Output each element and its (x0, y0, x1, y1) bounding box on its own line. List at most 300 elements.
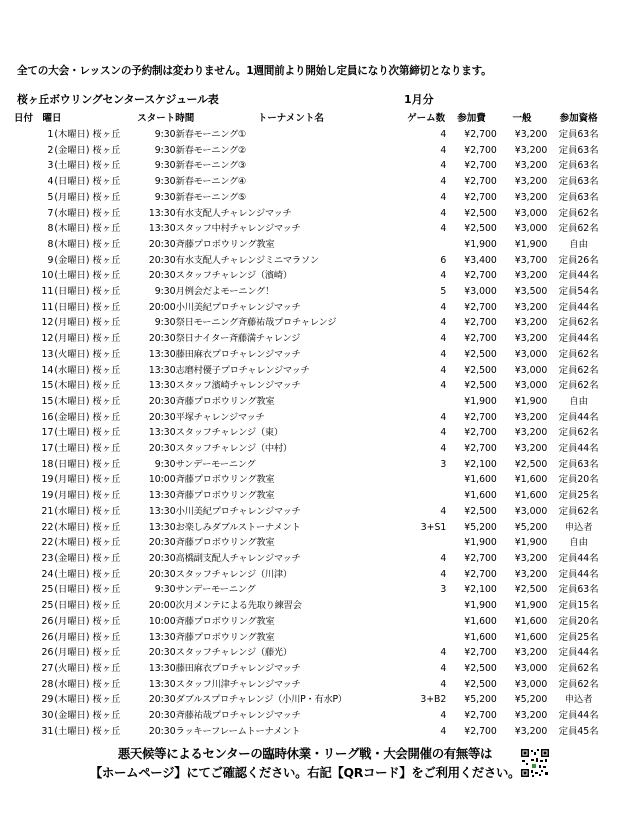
row-location: 桜ヶ丘 (92, 521, 121, 533)
row-games: 3 (440, 458, 447, 470)
row-start-time: 13:30 (148, 207, 176, 219)
row-games: 4 (440, 678, 447, 690)
table-row (14, 472, 610, 488)
row-fee: ¥2,700 (464, 552, 497, 564)
row-fee: ¥2,500 (464, 223, 497, 235)
row-weekday-text: (金曜日) (54, 144, 90, 156)
row-day: 18 (41, 458, 54, 470)
footer-line-1: 悪天候等によるセンターの臨時休業・リーグ戦・大会開催の有無等は (117, 746, 493, 761)
row-general-fee: ¥3,000 (514, 678, 548, 690)
row-location: 桜ヶ丘 (92, 129, 121, 140)
row-tournament-name: 新春モーニング⑤ (175, 191, 247, 203)
row-tournament-name: 藤田麻衣プロチャレンジマッチ (175, 662, 301, 674)
row-games: 6 (440, 254, 447, 266)
row-general-fee: ¥3,200 (514, 176, 548, 188)
row-games (406, 237, 446, 253)
table-row (14, 504, 610, 520)
table-row (14, 253, 610, 269)
row-start-time: 9:30 (154, 160, 176, 172)
row-start-time: 20:00 (148, 600, 176, 612)
row-location: 桜ヶ丘 (92, 552, 121, 564)
row-qualification: 定員44名 (558, 647, 599, 659)
row-day: 26 (41, 631, 54, 643)
row-location: 桜ヶ丘 (92, 270, 121, 282)
row-tournament-name: お楽しみダブルストーナメント (175, 521, 301, 533)
row-location: 桜ヶ丘 (92, 584, 121, 596)
row-day: 11 (41, 301, 54, 313)
row-weekday-text: (土曜日) (54, 270, 90, 282)
row-fee: ¥2,700 (464, 160, 497, 172)
row-day: 31 (41, 725, 54, 737)
row-general-fee: ¥3,200 (514, 411, 548, 423)
row-fee: ¥2,700 (464, 317, 497, 329)
row-tournament-name: 志磨村優子プロチャレンジマッチ (175, 364, 310, 376)
row-general-fee: ¥1,900 (514, 395, 548, 407)
row-start-time: 10:00 (148, 615, 176, 627)
row-day: 23 (41, 552, 54, 564)
row-location: 桜ヶ丘 (92, 443, 121, 455)
row-start-time: 9:30 (154, 584, 176, 596)
row-start-time: 20:30 (148, 568, 176, 580)
row-day: 1 (47, 129, 54, 140)
row-start-time: 20:30 (148, 710, 176, 722)
table-row (14, 692, 610, 708)
row-qualification: 定員44名 (558, 301, 599, 313)
row-location: 桜ヶ丘 (92, 348, 121, 360)
row-general-fee: ¥3,200 (514, 333, 548, 345)
row-weekday-text: (金曜日) (54, 254, 90, 266)
row-day: 12 (41, 317, 54, 329)
row-start-time: 9:30 (154, 129, 176, 140)
row-tournament-name: 斉藤プロボウリング教室 (175, 537, 275, 549)
row-fee: ¥2,500 (464, 207, 497, 219)
row-qualification: 定員63名 (558, 458, 599, 470)
row-qualification: 定員20名 (558, 474, 599, 486)
row-location: 桜ヶ丘 (92, 537, 121, 549)
table-row (14, 425, 610, 441)
row-location: 桜ヶ丘 (92, 144, 121, 156)
row-qualification: 自由 (569, 537, 588, 549)
row-qualification: 定員62名 (558, 505, 599, 517)
row-general-fee: ¥3,000 (514, 348, 548, 360)
schedule-header-row (14, 111, 610, 127)
row-fee: ¥2,700 (464, 710, 497, 722)
row-weekday (54, 394, 137, 410)
table-row (14, 378, 610, 394)
row-qualification: 定員62名 (558, 662, 599, 674)
row-tournament-name: 斉藤祐哉プロチャレンジマッチ (175, 710, 301, 722)
row-tournament-name: 平塚チャレンジマッチ (175, 411, 265, 423)
row-day: 12 (41, 333, 54, 345)
row-start-time: 20:30 (148, 238, 176, 250)
row-general-fee: ¥1,600 (514, 615, 548, 627)
row-general-fee: ¥3,200 (514, 270, 548, 282)
row-day: 19 (41, 474, 54, 486)
row-start-time: 13:30 (148, 678, 176, 690)
row-tournament-name: ダブルスプロチャレンジ（小川P・有水P） (175, 694, 347, 706)
row-qualification: 定員44名 (558, 552, 599, 564)
row-tournament-name: スタッフチャレンジ（中村） (175, 443, 292, 455)
row-tournament-name: スタッフ川津チャレンジマッチ (175, 678, 301, 690)
row-fee: ¥1,900 (464, 238, 497, 250)
row-start-time: 13:30 (148, 662, 176, 674)
row-games (406, 472, 446, 488)
row-weekday (54, 268, 137, 284)
schedule-table (14, 111, 610, 739)
row-tournament-name: 新春モーニング③ (175, 160, 247, 172)
row-day: 16 (41, 411, 54, 423)
table-row (14, 441, 610, 457)
table-row (14, 237, 610, 253)
row-games: 3+B2 (420, 694, 447, 706)
footer-notice (60, 744, 550, 782)
row-location: 桜ヶ丘 (92, 615, 121, 627)
row-general-fee: ¥5,200 (514, 694, 548, 706)
row-weekday-text: (木曜日) (54, 521, 90, 533)
header-games: ゲーム数 (407, 113, 446, 125)
row-weekday-text: (水曜日) (54, 678, 90, 690)
row-start-time: 10:00 (148, 474, 176, 486)
month-label: 1月分 (404, 93, 434, 106)
row-qualification: 定員62名 (558, 207, 599, 219)
row-tournament-name: 祭日モーニング斉藤祐哉プロチャレンジ (175, 317, 337, 329)
row-start-time: 13:30 (148, 427, 176, 439)
row-games: 4 (440, 725, 447, 737)
row-qualification: 定員62名 (558, 317, 599, 329)
row-start-time: 20:30 (148, 411, 176, 423)
row-general-fee: ¥1,600 (514, 490, 548, 502)
row-qualification: 定員63名 (558, 129, 599, 140)
row-fee: ¥1,600 (464, 631, 497, 643)
row-tournament-name: サンデーモーニング (175, 458, 256, 470)
row-weekday (54, 614, 137, 630)
row-tournament-name: 新春モーニング② (175, 144, 247, 156)
row-games: 4 (440, 710, 447, 722)
row-weekday (54, 378, 137, 394)
header-fee: 参加費 (457, 113, 486, 125)
reservation-notice: 全ての大会・レッスンの予約制は変わりません。1週間前より開始し定員になり次第締切となります。 (17, 65, 492, 77)
row-games: 4 (440, 160, 447, 172)
row-day: 15 (41, 395, 54, 407)
row-tournament-name: 祭日ナイター斉藤満チャレンジ (175, 333, 301, 345)
row-location: 桜ヶ丘 (92, 427, 121, 439)
table-row (14, 268, 610, 284)
row-general-fee: ¥3,200 (514, 301, 548, 313)
row-games: 4 (440, 176, 447, 188)
row-location: 桜ヶ丘 (92, 191, 121, 203)
row-fee: ¥1,900 (464, 395, 497, 407)
row-weekday (54, 692, 137, 708)
row-location: 桜ヶ丘 (92, 647, 121, 659)
row-qualification: 定員62名 (558, 223, 599, 235)
row-day: 14 (41, 364, 54, 376)
row-weekday (54, 158, 137, 174)
row-location: 桜ヶ丘 (92, 474, 121, 486)
row-weekday-text: (土曜日) (54, 725, 90, 737)
row-fee: ¥2,500 (464, 364, 497, 376)
row-games: 4 (440, 364, 447, 376)
row-games: 4 (440, 552, 447, 564)
row-start-time: 20:00 (148, 301, 176, 313)
table-row (14, 598, 610, 614)
row-general-fee: ¥3,200 (514, 317, 548, 329)
row-fee: ¥2,700 (464, 270, 497, 282)
row-games: 4 (440, 443, 447, 455)
row-qualification: 定員25名 (558, 631, 599, 643)
row-tournament-name: 斉藤プロボウリング教室 (175, 615, 275, 627)
row-start-time: 20:30 (148, 694, 176, 706)
header-qualification: 参加資格 (559, 113, 598, 125)
row-qualification: 自由 (569, 238, 588, 250)
table-row (14, 284, 610, 300)
row-tournament-name: 小川美紀プロチャレンジマッチ (175, 301, 301, 313)
row-start-time: 9:30 (154, 286, 176, 298)
row-weekday-text: (日曜日) (54, 301, 90, 313)
row-weekday-text: (火曜日) (54, 348, 90, 360)
row-weekday (54, 363, 137, 379)
row-start-time: 9:30 (154, 458, 176, 470)
row-weekday-text: (木曜日) (54, 238, 90, 250)
row-fee: ¥2,700 (464, 411, 497, 423)
row-general-fee: ¥1,900 (514, 537, 548, 549)
qr-code-icon[interactable] (520, 748, 550, 778)
row-weekday-text: (金曜日) (54, 411, 90, 423)
row-games: 4 (440, 301, 447, 313)
row-games (406, 598, 446, 614)
row-tournament-name: スタッフ濱崎チャレンジマッチ (175, 380, 301, 392)
row-tournament-name: サンデーモーニング (175, 584, 256, 596)
row-weekday (54, 677, 137, 693)
row-qualification: 定員44名 (558, 568, 599, 580)
row-weekday-text: (月曜日) (54, 474, 90, 486)
row-general-fee: ¥3,000 (514, 364, 548, 376)
row-games: 4 (440, 144, 447, 156)
row-day: 21 (41, 505, 54, 517)
row-fee: ¥1,600 (464, 490, 497, 502)
row-fee: ¥3,000 (464, 286, 497, 298)
row-games: 4 (440, 647, 447, 659)
row-general-fee: ¥3,200 (514, 568, 548, 580)
row-tournament-name: 斉藤プロボウリング教室 (175, 395, 275, 407)
row-location: 桜ヶ丘 (92, 380, 121, 392)
table-row (14, 724, 610, 740)
row-tournament-name: 斉藤プロボウリング教室 (175, 238, 275, 250)
row-location: 桜ヶ丘 (92, 458, 121, 470)
row-fee: ¥2,700 (464, 176, 497, 188)
row-general-fee: ¥3,200 (514, 129, 548, 140)
table-row (14, 551, 610, 567)
row-day: 28 (41, 678, 54, 690)
row-weekday (54, 504, 137, 520)
row-tournament-name: スタッフチャレンジ（藤光） (175, 647, 292, 659)
row-fee: ¥2,500 (464, 662, 497, 674)
row-tournament-name: スタッフチャレンジ（濱崎） (175, 270, 292, 282)
row-qualification: 定員45名 (558, 725, 599, 737)
row-fee: ¥5,200 (464, 694, 497, 706)
row-weekday-text: (木曜日) (54, 537, 90, 549)
row-tournament-name: 月例会だよモーニング！ (175, 286, 275, 298)
table-row (14, 535, 610, 551)
row-weekday-text: (日曜日) (54, 176, 90, 188)
table-row (14, 300, 610, 316)
table-row (14, 677, 610, 693)
row-games (406, 614, 446, 630)
row-games (406, 630, 446, 646)
header-date: 日付 曜日 (14, 113, 62, 125)
header-start-time: スタート時間 (137, 113, 195, 125)
row-weekday-text: (金曜日) (54, 552, 90, 564)
row-location: 桜ヶ丘 (92, 505, 121, 517)
row-day: 15 (41, 380, 54, 392)
row-tournament-name: ラッキーフレームトーナメント (175, 725, 301, 737)
row-games (406, 535, 446, 551)
row-weekday (54, 661, 137, 677)
row-games: 3 (440, 584, 447, 596)
row-weekday (54, 410, 137, 426)
row-start-time: 20:30 (148, 443, 176, 455)
row-qualification: 定員25名 (558, 490, 599, 502)
row-fee: ¥1,600 (464, 615, 497, 627)
row-qualification: 定員63名 (558, 144, 599, 156)
row-day: 29 (41, 694, 54, 706)
row-weekday-text: (土曜日) (54, 443, 90, 455)
row-tournament-name: 新春モーニング① (175, 129, 247, 140)
table-row (14, 174, 610, 190)
row-weekday (54, 724, 137, 740)
row-fee: ¥2,100 (464, 584, 497, 596)
row-start-time: 20:30 (148, 270, 176, 282)
row-tournament-name: スタッフチャレンジ（東） (175, 427, 283, 439)
row-day: 5 (47, 191, 54, 203)
row-fee: ¥2,700 (464, 427, 497, 439)
row-day: 26 (41, 615, 54, 627)
row-weekday-text: (木曜日) (54, 223, 90, 235)
row-weekday (54, 127, 137, 143)
row-start-time: 13:30 (148, 505, 176, 517)
row-fee: ¥2,100 (464, 458, 497, 470)
table-row (14, 614, 610, 630)
row-weekday-text: (土曜日) (54, 160, 90, 172)
row-general-fee: ¥3,200 (514, 552, 548, 564)
row-weekday (54, 284, 137, 300)
row-games: 4 (440, 223, 447, 235)
row-qualification: 定員63名 (558, 176, 599, 188)
row-tournament-name: スタッフ中村チャレンジマッチ (175, 223, 301, 235)
row-location: 桜ヶ丘 (92, 631, 121, 643)
row-start-time: 20:30 (148, 725, 176, 737)
row-general-fee: ¥1,900 (514, 238, 548, 250)
row-general-fee: ¥2,500 (514, 584, 548, 596)
row-tournament-name: 次月メンテによる先取り練習会 (175, 600, 302, 612)
row-fee: ¥1,600 (464, 474, 497, 486)
row-start-time: 13:30 (148, 348, 176, 360)
row-fee: ¥2,500 (464, 380, 497, 392)
row-general-fee: ¥3,200 (514, 144, 548, 156)
row-games: 4 (440, 333, 447, 345)
row-fee: ¥5,200 (464, 521, 497, 533)
row-weekday (54, 582, 137, 598)
row-fee: ¥1,900 (464, 537, 497, 549)
row-start-time: 13:30 (148, 631, 176, 643)
row-start-time: 20:30 (148, 333, 176, 345)
row-qualification: 定員62名 (558, 678, 599, 690)
row-day: 10 (41, 270, 54, 282)
row-tournament-name: 有水支配人チャレンジミニマラソン (175, 254, 319, 266)
row-fee: ¥2,700 (464, 568, 497, 580)
row-weekday-text: (月曜日) (54, 631, 90, 643)
row-weekday-text: (日曜日) (54, 458, 90, 470)
row-weekday (54, 488, 137, 504)
table-row (14, 347, 610, 363)
row-qualification: 定員44名 (558, 411, 599, 423)
row-location: 桜ヶ丘 (92, 411, 121, 423)
row-location: 桜ヶ丘 (92, 160, 121, 172)
table-row (14, 127, 610, 143)
row-fee: ¥2,700 (464, 301, 497, 313)
row-fee: ¥2,700 (464, 333, 497, 345)
row-weekday (54, 520, 137, 536)
row-start-time: 20:30 (148, 552, 176, 564)
row-location: 桜ヶ丘 (92, 317, 121, 329)
row-location: 桜ヶ丘 (92, 286, 121, 298)
row-weekday-text: (月曜日) (54, 615, 90, 627)
row-start-time: 20:30 (148, 395, 176, 407)
row-location: 桜ヶ丘 (92, 223, 121, 235)
row-location: 桜ヶ丘 (92, 301, 121, 313)
row-weekday (54, 143, 137, 159)
row-weekday (54, 174, 137, 190)
row-general-fee: ¥3,700 (514, 254, 548, 266)
row-weekday (54, 331, 137, 347)
row-games: 4 (440, 270, 447, 282)
row-general-fee: ¥3,000 (514, 223, 548, 235)
row-location: 桜ヶ丘 (92, 333, 121, 345)
table-row (14, 488, 610, 504)
row-qualification: 定員62名 (558, 380, 599, 392)
row-tournament-name: 藤田麻衣プロチャレンジマッチ (175, 348, 301, 360)
row-games: 4 (440, 207, 447, 219)
row-tournament-name: 有水支配人チャレンジマッチ (175, 207, 292, 219)
row-fee: ¥2,700 (464, 443, 497, 455)
row-fee: ¥2,700 (464, 191, 497, 203)
row-weekday (54, 425, 137, 441)
row-day: 3 (47, 160, 54, 172)
table-row (14, 331, 610, 347)
table-row (14, 582, 610, 598)
table-row (14, 394, 610, 410)
row-day: 30 (41, 710, 54, 722)
row-qualification: 申込者 (564, 694, 593, 706)
row-day: 4 (47, 176, 54, 188)
row-start-time: 20:30 (148, 537, 176, 549)
row-tournament-name: 斉藤プロボウリング教室 (175, 631, 275, 643)
table-row (14, 143, 610, 159)
table-row (14, 567, 610, 583)
row-fee: ¥1,900 (464, 600, 497, 612)
row-general-fee: ¥3,200 (514, 710, 548, 722)
row-day: 22 (41, 521, 54, 533)
row-weekday-text: (日曜日) (54, 286, 90, 298)
row-general-fee: ¥3,200 (514, 725, 548, 737)
row-fee: ¥2,700 (464, 144, 497, 156)
row-tournament-name: 小川美紀プロチャレンジマッチ (175, 505, 301, 517)
row-general-fee: ¥3,000 (514, 662, 548, 674)
row-qualification: 定員44名 (558, 443, 599, 455)
schedule-rows (14, 127, 610, 739)
footer-line-2: 【ホームページ】にてご確認ください。右記【QRコード】をご利用ください。 (89, 765, 521, 780)
row-fee: ¥2,700 (464, 129, 497, 140)
row-day: 7 (47, 207, 54, 219)
